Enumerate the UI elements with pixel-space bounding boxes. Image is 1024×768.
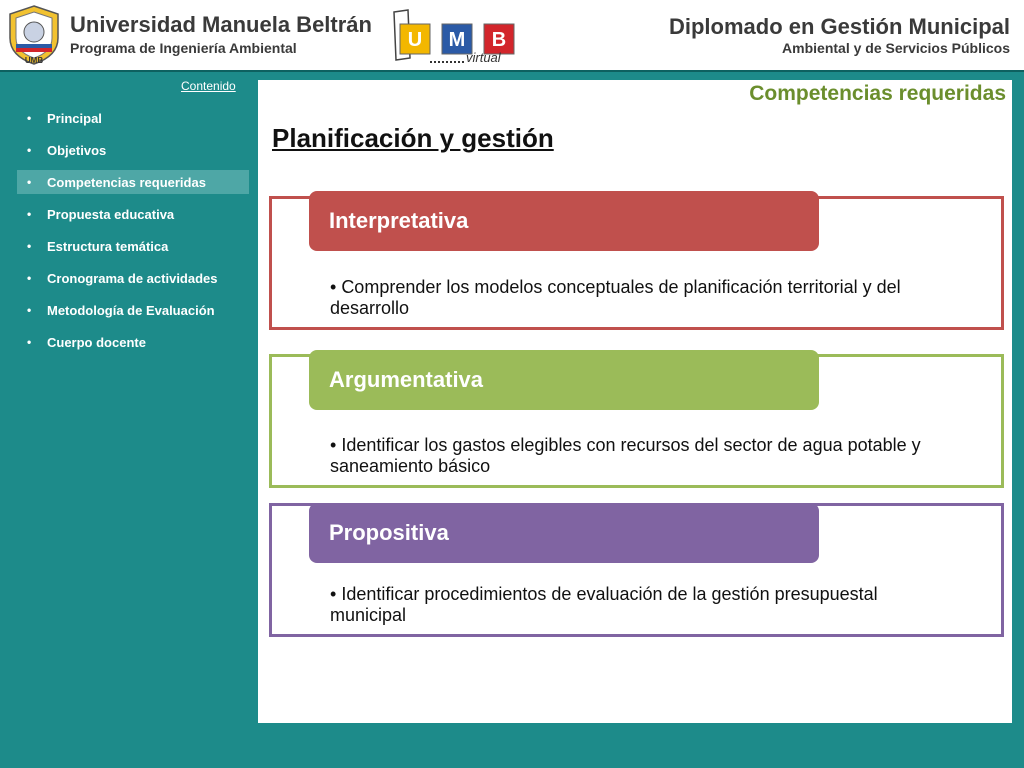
sidebar-item-label: Competencias requeridas xyxy=(47,174,206,190)
umb-virtual-label: virtual xyxy=(466,50,501,65)
sidebar-item-label: Cronograma de actividades xyxy=(47,270,218,286)
competency-text: Comprender los modelos conceptuales de planificación territorial y del desarrollo xyxy=(330,277,901,318)
bullet-icon: • xyxy=(27,239,32,253)
page-title: Planificación y gestión xyxy=(272,123,554,153)
program-name: Programa de Ingeniería Ambiental xyxy=(70,40,297,56)
bullet-icon: • xyxy=(27,175,32,189)
university-name: Universidad Manuela Beltrán xyxy=(70,12,372,37)
bullet-icon: • xyxy=(27,303,32,317)
diploma-title: Diplomado en Gestión Municipal xyxy=(668,14,1010,39)
sidebar-nav xyxy=(17,102,249,358)
competency-description xyxy=(330,584,940,626)
competency-text: Identificar los gastos elegibles con recursos del sector de agua potable y saneamiento básico xyxy=(330,435,921,476)
diploma-subtitle: Ambiental y de Servicios Públicos xyxy=(782,40,1010,56)
umb-letter-u: U xyxy=(407,29,423,51)
page-header xyxy=(0,0,1024,72)
bullet-icon: • xyxy=(27,143,32,157)
sidebar-item-label: Propuesta educativa xyxy=(47,206,175,222)
sidebar-item-estructura-tematica[interactable] xyxy=(17,230,249,262)
competency-label-argumentativa: Argumentativa xyxy=(309,350,819,410)
crest-text: UMB xyxy=(24,56,44,65)
umb-virtual-logo xyxy=(388,8,522,68)
sidebar-item-competencias-requeridas[interactable] xyxy=(17,170,249,194)
sidebar-item-propuesta-educativa[interactable] xyxy=(17,198,249,230)
competency-label-interpretativa: Interpretativa xyxy=(309,191,819,251)
competency-label-propositiva: Propositiva xyxy=(309,503,819,563)
bullet-icon: • xyxy=(27,111,32,125)
sidebar-item-cronograma[interactable] xyxy=(17,262,249,294)
competency-description xyxy=(330,435,940,477)
sidebar-item-label: Objetivos xyxy=(47,142,107,158)
sidebar-item-cuerpo-docente[interactable] xyxy=(17,326,249,358)
sidebar-item-objetivos[interactable] xyxy=(17,134,249,166)
sidebar-item-label: Metodología de Evaluación xyxy=(47,302,215,318)
sidebar-item-metodologia[interactable] xyxy=(17,294,249,326)
university-crest-logo xyxy=(6,4,62,66)
sidebar-item-label: Principal xyxy=(47,110,102,126)
bullet-icon: • xyxy=(330,277,342,297)
bullet-icon: • xyxy=(27,271,32,285)
umb-letter-b: B xyxy=(491,29,507,51)
bullet-icon: • xyxy=(330,435,342,455)
bullet-icon: • xyxy=(27,335,32,349)
bullet-icon: • xyxy=(27,207,32,221)
section-title: Competencias requeridas xyxy=(749,82,1006,105)
umb-letter-m: M xyxy=(448,29,466,51)
competency-text: Identificar procedimientos de evaluación de la gestión presupuestal municipal xyxy=(330,584,878,625)
sidebar-heading-contenido[interactable]: Contenido xyxy=(181,79,236,93)
sidebar-item-label: Cuerpo docente xyxy=(47,334,146,350)
competency-description xyxy=(330,277,940,319)
bullet-icon: • xyxy=(330,584,342,604)
sidebar-item-label: Estructura temática xyxy=(47,238,169,254)
sidebar-item-principal[interactable] xyxy=(17,102,249,134)
